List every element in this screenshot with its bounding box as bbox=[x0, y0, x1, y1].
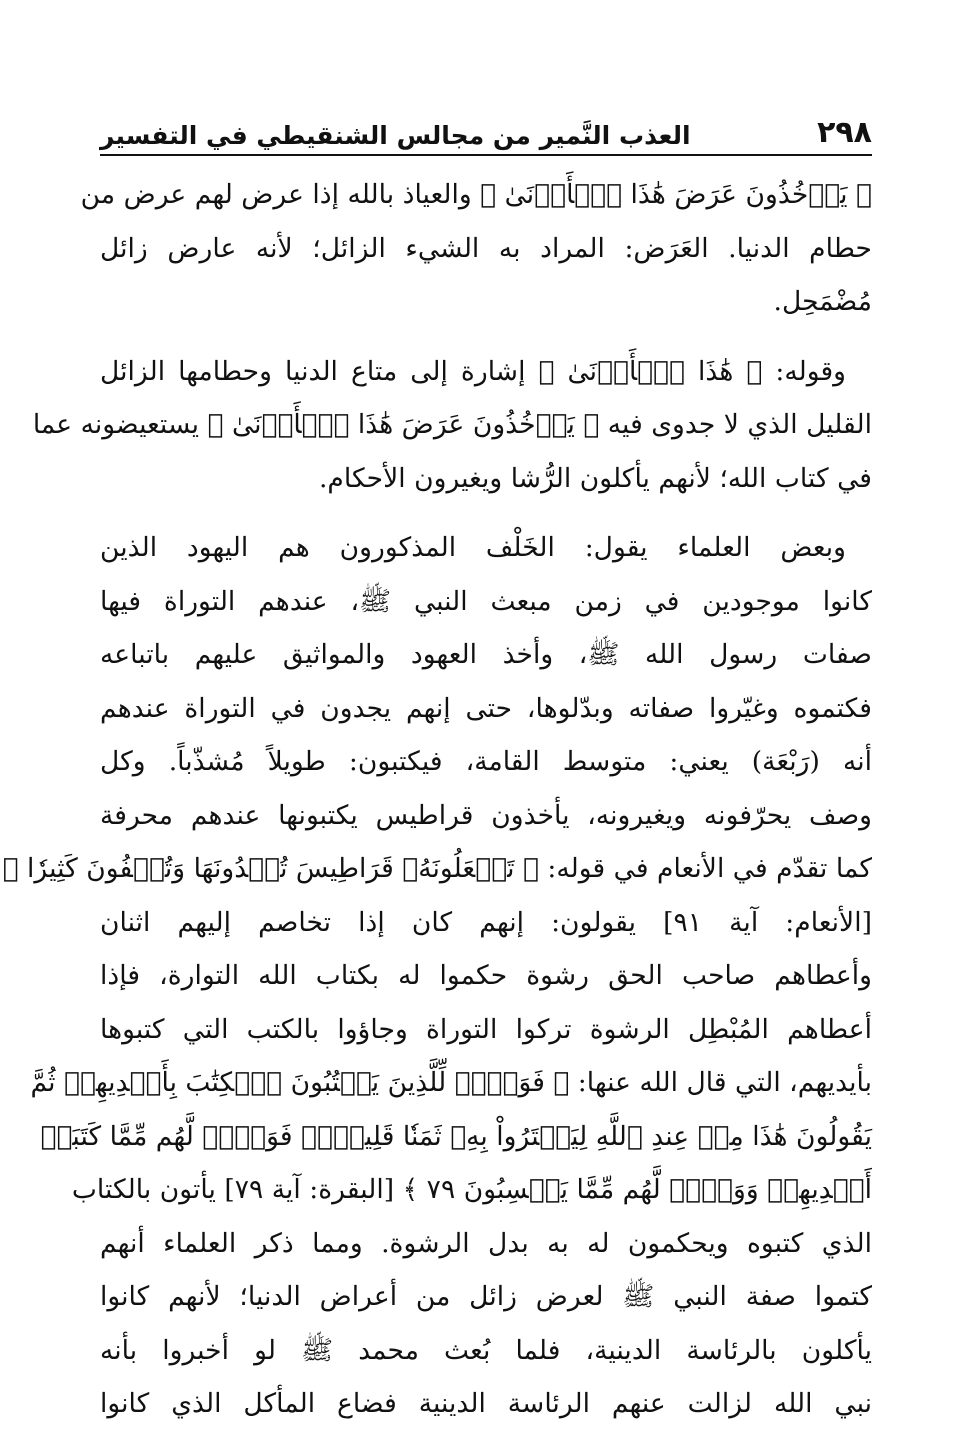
text-line: وقوله: ﴿ هَٰذَا ٱلۡأَدۡنَىٰ ﴾ إشارة إلى متاع الدنيا وحطامها الزائل bbox=[100, 355, 846, 387]
text-line: مُضْمَحِل. bbox=[773, 286, 872, 317]
paragraph-2 bbox=[32, 345, 872, 506]
text-line: القليل الذي لا جدوى فيه ﴿ يَأۡخُذُونَ عَرَضَ هَٰذَا ٱلۡأَدۡنَىٰ ﴾ يستعيضونه عما bbox=[32, 409, 872, 440]
running-title: العذب النَّمير من مجالس الشنقيطي في التفسير bbox=[100, 121, 691, 150]
text-line: [الأنعام: آية ٩١] يقولون: إنهم كان إذا تخاصم إليهم اثنان bbox=[100, 906, 872, 938]
header-rule bbox=[100, 154, 872, 156]
text-line: ﴿ يَأۡخُذُونَ عَرَضَ هَٰذَا ٱلۡأَدۡنَىٰ ﴾ والعياذ بالله إذا عرض لهم عرض من bbox=[80, 179, 872, 210]
text-line: وصف يحرّفونه ويغيرونه، يأخذون قراطيس يكتبونها عندهم محرفة bbox=[100, 799, 872, 831]
text-line: حطام الدنيا. العَرَض: المراد به الشيء الزائل؛ لأنه عارض زائل bbox=[100, 232, 872, 264]
text-line: يَقُولُونَ هَٰذَا مِنۡ عِندِ ٱللَّهِ لِيَشۡتَرُواْ بِهِۦ ثَمَنٗا قَلِيلٗاۖ فَوَيۡلٞ لَّهُم مِّمَّا كَتَبَتۡ bbox=[40, 1120, 872, 1152]
page-number: ٢٩٨ bbox=[817, 115, 872, 150]
text-line: بأيديهم، التي قال الله عنها: ﴿ فَوَيۡلٞ لِّلَّذِينَ يَكۡتُبُونَ ٱلۡكِتَٰبَ بِأَيۡدِيهِمۡ ثُمَّ bbox=[30, 1067, 872, 1098]
text-line: أنه (رَبْعَة) يعني: متوسط القامة، فيكتبون: طويلاً مُشذّباً. وكل bbox=[100, 746, 872, 777]
text-line: نبي الله لزالت عنهم الرئاسة الدينية فضاع المأكل الذي كانوا bbox=[100, 1388, 872, 1419]
text-line: فكتموه وغيّروا صفاته وبدّلوها، حتى إنهم يجدون في التوراة عندهم bbox=[100, 692, 872, 724]
paragraph-3 bbox=[2, 521, 872, 1431]
page-header bbox=[100, 104, 872, 148]
text-line: وبعض العلماء يقول: الخَلْف المذكورون هم اليهود الذين bbox=[100, 532, 846, 563]
body-text bbox=[2, 168, 872, 1447]
text-line: الذي كتبوه ويحكمون له به بدل الرشوة. ومما ذكر العلماء أنهم bbox=[100, 1227, 872, 1259]
text-line: كما تقدّم في الأنعام في قوله: ﴿ تَجۡعَلُونَهُۥ قَرَاطِيسَ تُبۡدُونَهَا وَتُخۡفُونَ كَثِيرٗا ﴾ bbox=[2, 853, 872, 884]
text-line: وأعطاهم صاحب الحق رشوة حكموا له بكتاب الله التوارة، فإذا bbox=[100, 960, 872, 991]
text-line: أعطاهم المُبْطِل الرشوة تركوا التوراة وجاؤوا بالكتب التي كتبوها bbox=[100, 1013, 872, 1045]
text-line: يأكلون بالرئاسة الدينية، فلما بُعث محمد ﷺ لو أخبروا بأنه bbox=[100, 1334, 872, 1366]
text-line: كانوا موجودين في زمن مبعث النبي ﷺ، عندهم التوراة فيها bbox=[100, 585, 872, 617]
text-line: أَيۡدِيهِمۡ وَوَيۡلٞ لَّهُم مِّمَّا يَكۡسِبُونَ ٧٩ ﴾ [البقرة: آية ٧٩] يأتون بالكتاب bbox=[71, 1174, 872, 1205]
text-line: في كتاب الله؛ لأنهم يأكلون الرُّشا ويغيرون الأحكام. bbox=[318, 462, 872, 494]
text-line: كتموا صفة النبي ﷺ لعرض زائل من أعراض الدنيا؛ لأنهم كانوا bbox=[100, 1281, 872, 1312]
paragraph-1 bbox=[80, 168, 872, 329]
text-line: صفات رسول الله ﷺ، وأخذ العهود والمواثيق عليهم باتباعه bbox=[100, 639, 872, 670]
